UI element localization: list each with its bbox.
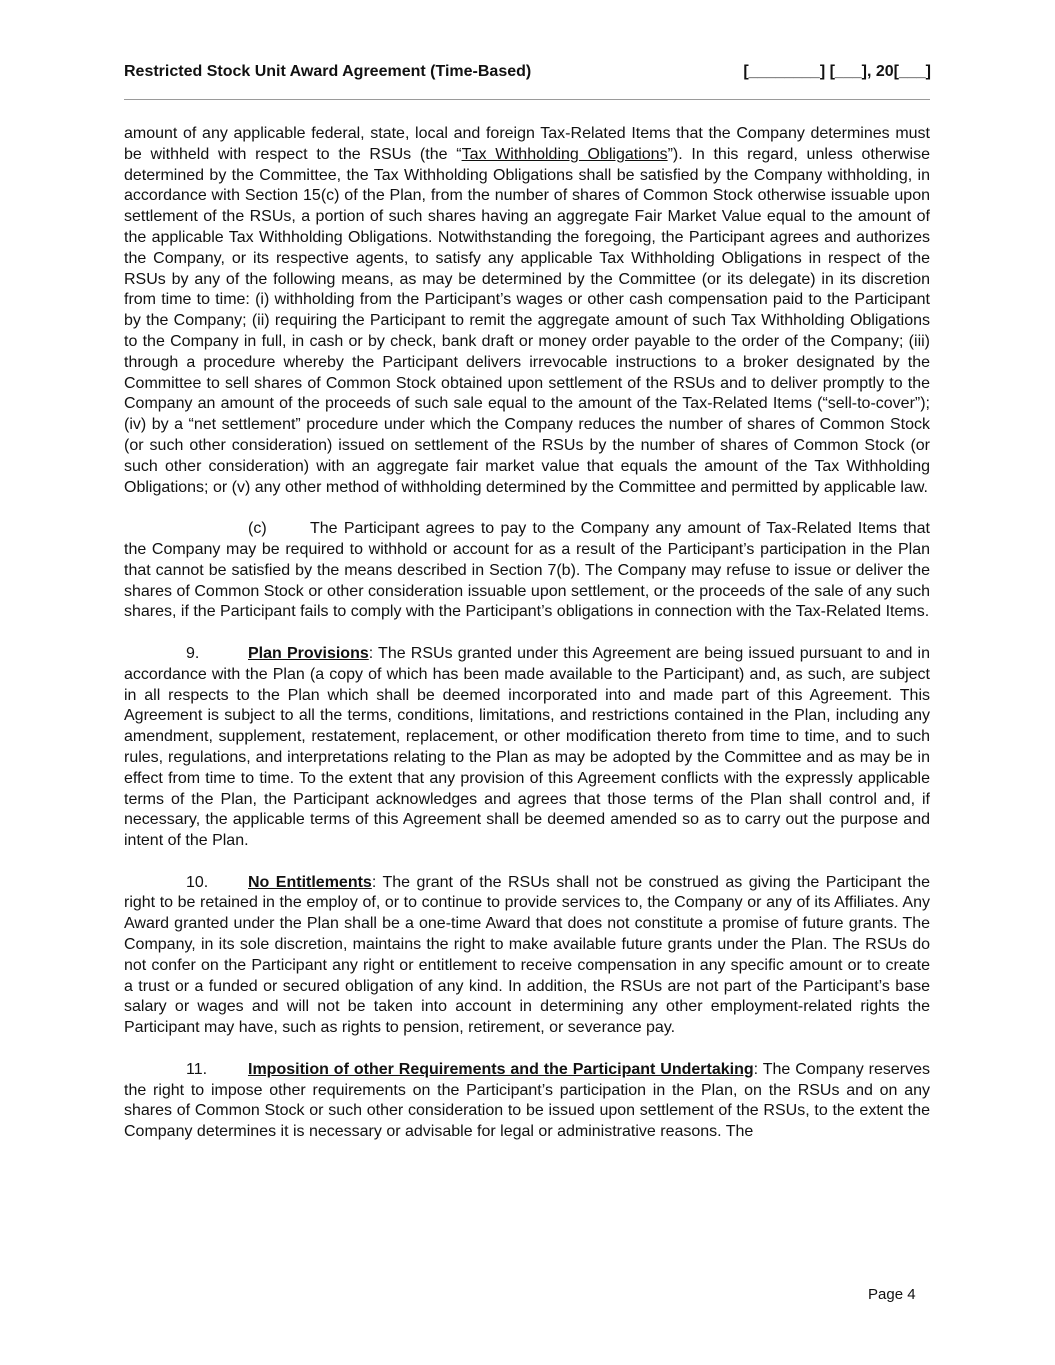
paragraph-7c: (c) The Participant agrees to pay to the Company any amount of Tax-Related Items that the Company may be required to withhold or account for as a result of the Participant’s participation in the Plan that cannot be satisfied by the means described in Section 7(b). The Company may refuse to issue or deliver the shares of Common Stock or other consideration issuable upon settlement, or the proceeds of the sale of any such shares, if the Participant fails to comply with the Participant’s obligations in connection with the Tax-Related Items. xyxy=(124,520,930,621)
header-divider xyxy=(124,99,930,100)
paragraph-tax-withholding: amount of any applicable federal, state, local and foreign Tax-Related Items that the Company determines must be withheld with respect to the RSUs (the “Tax Withholding Obligations”). In this regard, unless otherwise determined by the Committee, the Tax Withholding Obligations shall be satisfied by the Company withholding, in accordance with Section 15(c) of the Plan, from the number of shares of Common Stock otherwise issuable upon settlement of the RSUs, a portion of such shares having an aggregate Fair Market Value equal to the amount of the applicable Tax Withholding Obligations. Notwithstanding the foregoing, the Participant agrees and authorizes the Company, or its respective agents, to satisfy any applicable Tax Withholding Obligations in respect of the RSUs by any of the following means, as may be determined by the Committee (or its delegate) in its discretion from time to time: (i) withholding from the Participant’s wages or other cash compensation paid to the Participant by the Company; (ii) requiring the Participant to remit the aggregate amount of such Tax Withholding Obligations to the Company in full, in cash or by check, bank draft or money order payable to the order of the Company; (iii) through a procedure whereby the Participant delivers irrevocable instructions to a broker designated by the Committee to sell shares of Common Stock obtained upon settlement of the RSUs and to deliver promptly to the Company an amount of the proceeds of such sale equal to the amount of the Tax-Related Items (“sell-to-cover”); (iv) by a “net settlement” procedure under which the Company reduces the number of shares of Common Stock (or such other consideration) issued on settlement of the RSUs by the number of shares of Common Stock (or such other consideration) with an aggregate fair market value that equals the amount of the Tax Withholding Obligations; or (v) any other method of withholding determined by the Committee and permitted by applicable law. xyxy=(124,125,931,496)
document-body xyxy=(124,124,930,1164)
section-number: 9. xyxy=(186,644,200,662)
section-9-plan-provisions: 9. Plan Provisions: The RSUs granted under this Agreement are being issued pursuant to and in accordance with the Plan (a copy of which has been made available to the Participant) and, as such, are subject in all respects to the Plan which shall be deemed incorporated into and made part of this Agreement. This Agreement is subject to all the terms, conditions, limitations, and restrictions contained in the Plan, including any amendment, supplement, restatement, replacement, or other modification thereto from time to time, and to such rules, regulations, and interpretations relating to the Plan as may be adopted by the Committee and as may be in effect from time to time. To the extent that any provision of this Agreement conflicts with the expressly applicable terms of the Plan, the Participant acknowledges and agrees that those terms of the Plan shall control and, if necessary, the applicable terms of this Agreement shall be deemed amended so as to carry out the purpose and intent of the Plan. xyxy=(124,644,930,850)
section-10-no-entitlements: 10. No Entitlements: The grant of the RSUs shall not be construed as giving the Participant the right to be retained in the employ of, or to continue to provide services to, the Company or any of its Affiliates. Any Award granted under the Plan shall be a one-time Award that does not constitute a promise of future grants. The Company, in its sole discretion, maintains the right to make available future grants under the Plan. The RSUs do not confer on the Participant any right or entitlement to receive compensation in any specific amount or to create a trust or a funded or secured obligation of any kind. In addition, the RSUs are not part of the Participant’s base salary or wages and will not be taken into account in determining any other employment-related rights the Participant may have, such as rights to pension, retirement, or severance pay. xyxy=(124,873,930,1037)
subsection-label: (c) xyxy=(248,520,267,538)
section-number: 11. xyxy=(186,1060,208,1078)
section-heading: Plan Provisions xyxy=(248,644,369,662)
section-11-other-requirements: 11. Imposition of other Requirements and the Participant Undertaking: The Company reserves the right to impose other requirements on the Participant’s participation in the Plan, on the RSUs and on any shares of Common Stock or such other consideration to be issued upon settlement of the RSUs, to the extent the Company determines it is necessary or advisable for legal or administrative reasons. The xyxy=(124,1060,930,1141)
document-title: Restricted Stock Unit Award Agreement (Time-Based) xyxy=(124,63,532,80)
section-number: 10. xyxy=(186,873,209,891)
date-placeholder: [________] [___], 20[___] xyxy=(743,63,931,80)
section-heading: No Entitlements xyxy=(248,873,372,891)
defined-term-tax-withholding-obligations: Tax Withholding Obligations xyxy=(461,145,668,163)
section-heading: Imposition of other Requirements and the Participant Undertaking xyxy=(248,1060,754,1078)
page-number: Page 4 xyxy=(868,1286,916,1303)
page-header xyxy=(124,63,931,85)
